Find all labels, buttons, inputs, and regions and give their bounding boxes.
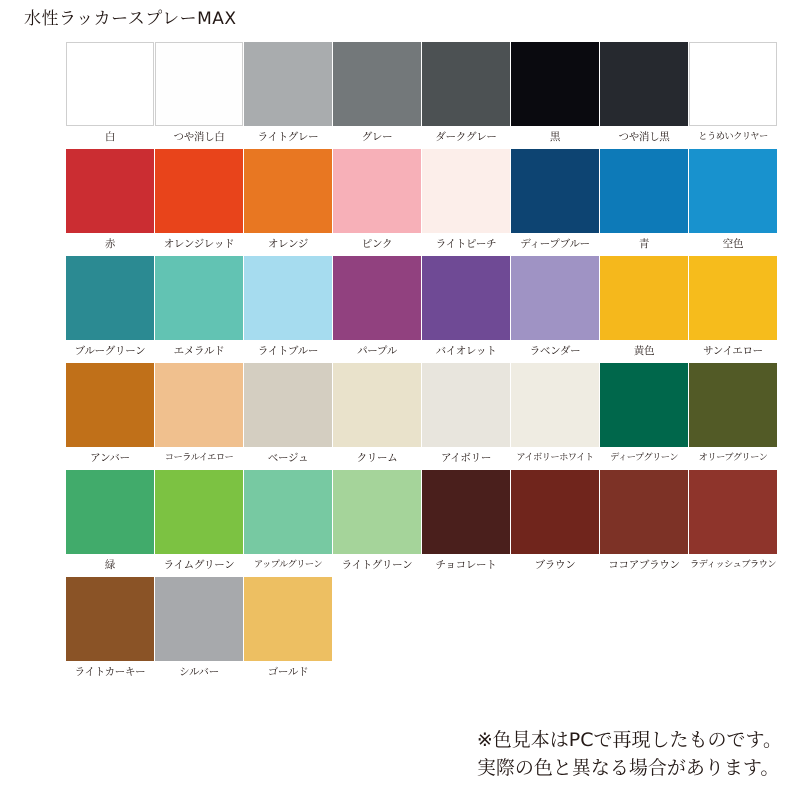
- color-swatch[interactable]: [422, 256, 510, 340]
- color-swatch[interactable]: [422, 470, 510, 554]
- color-swatch-label: ラベンダー: [529, 345, 581, 357]
- color-swatch-item[interactable]: [422, 256, 510, 357]
- color-swatch-label: 黄色: [633, 345, 655, 357]
- color-swatch-label: ゴールド: [267, 666, 309, 678]
- swatch-row: [66, 577, 778, 678]
- color-swatch-item[interactable]: [244, 363, 332, 464]
- color-swatch[interactable]: [66, 42, 154, 126]
- color-swatch-item[interactable]: [689, 149, 777, 250]
- color-swatch[interactable]: [600, 42, 688, 126]
- color-swatch-label: ブルーグリーン: [74, 345, 146, 357]
- color-swatch-item[interactable]: [333, 42, 421, 143]
- color-swatch[interactable]: [600, 149, 688, 233]
- color-swatch-label: アップルグリーン: [253, 559, 323, 570]
- color-swatch-item[interactable]: [422, 363, 510, 464]
- color-swatch[interactable]: [689, 363, 777, 447]
- color-swatch[interactable]: [244, 42, 332, 126]
- color-swatch-item[interactable]: [511, 470, 599, 571]
- color-swatch-item[interactable]: [155, 256, 243, 357]
- disclaimer-note: [477, 726, 782, 782]
- swatch-row: [66, 149, 778, 250]
- color-swatch-item[interactable]: [155, 42, 243, 143]
- color-swatch[interactable]: [244, 256, 332, 340]
- color-swatch-item[interactable]: [333, 256, 421, 357]
- color-swatch-label: ライトブルー: [257, 345, 319, 357]
- color-swatch-item[interactable]: [155, 577, 243, 678]
- color-swatch-label: コーラルイエロー: [164, 452, 234, 463]
- color-swatch-item[interactable]: [155, 363, 243, 464]
- color-swatch-label: シルバー: [179, 666, 219, 678]
- color-swatch[interactable]: [600, 470, 688, 554]
- color-swatch[interactable]: [244, 470, 332, 554]
- color-swatch-label: とうめいクリヤー: [698, 131, 768, 142]
- color-swatch-label: アンバー: [90, 452, 130, 464]
- color-swatch-item[interactable]: [66, 256, 154, 357]
- color-swatch-grid: [66, 42, 778, 684]
- color-swatch[interactable]: [333, 256, 421, 340]
- color-swatch-label: ピンク: [361, 238, 393, 250]
- color-swatch[interactable]: [66, 256, 154, 340]
- color-swatch-item[interactable]: [244, 42, 332, 143]
- color-swatch[interactable]: [66, 470, 154, 554]
- color-swatch-item[interactable]: [333, 363, 421, 464]
- color-swatch-label: オレンジレッド: [163, 238, 235, 250]
- swatch-row: [66, 42, 778, 143]
- color-swatch-label: オレンジ: [267, 238, 309, 250]
- color-swatch-label: ディープブルー: [520, 238, 590, 250]
- color-swatch-item[interactable]: [600, 256, 688, 357]
- color-swatch[interactable]: [333, 149, 421, 233]
- color-swatch-item[interactable]: [422, 42, 510, 143]
- page-title: 水性ラッカースプレーMAX: [24, 9, 237, 29]
- color-swatch[interactable]: [422, 42, 510, 126]
- color-swatch-item[interactable]: [333, 149, 421, 250]
- color-swatch-item[interactable]: [511, 363, 599, 464]
- color-swatch-item[interactable]: [511, 149, 599, 250]
- color-swatch-item[interactable]: [689, 256, 777, 357]
- color-swatch-item[interactable]: [244, 149, 332, 250]
- color-swatch-label: アイボリーホワイト: [516, 452, 594, 463]
- color-swatch[interactable]: [600, 363, 688, 447]
- color-swatch-item[interactable]: [155, 149, 243, 250]
- color-swatch[interactable]: [66, 363, 154, 447]
- color-swatch-label: アイボリー: [440, 452, 492, 464]
- color-swatch[interactable]: [422, 363, 510, 447]
- color-swatch-item[interactable]: [66, 149, 154, 250]
- color-swatch[interactable]: [600, 256, 688, 340]
- color-swatch[interactable]: [155, 149, 243, 233]
- color-swatch-item[interactable]: [66, 363, 154, 464]
- color-swatch-label: ディープグリーン: [610, 452, 678, 463]
- color-swatch-label: つや消し黒: [618, 131, 670, 143]
- color-swatch-label: クリーム: [356, 452, 398, 464]
- color-swatch-item[interactable]: [155, 470, 243, 571]
- color-swatch[interactable]: [689, 256, 777, 340]
- color-swatch[interactable]: [155, 256, 243, 340]
- color-swatch-item[interactable]: [66, 470, 154, 571]
- swatch-row: [66, 470, 778, 571]
- color-swatch[interactable]: [511, 149, 599, 233]
- color-swatch-item[interactable]: [333, 470, 421, 571]
- color-swatch[interactable]: [689, 42, 777, 126]
- color-swatch-item[interactable]: [422, 149, 510, 250]
- color-swatch[interactable]: [422, 149, 510, 233]
- color-swatch[interactable]: [155, 42, 243, 126]
- color-swatch[interactable]: [333, 42, 421, 126]
- color-swatch-item[interactable]: [244, 256, 332, 357]
- color-swatch-label: ライトグレー: [257, 131, 319, 143]
- color-swatch-label: 白: [104, 131, 116, 143]
- color-swatch-label: ライムグリーン: [163, 559, 235, 571]
- color-swatch-label: ライトピーチ: [435, 238, 497, 250]
- color-swatch[interactable]: [511, 363, 599, 447]
- color-swatch[interactable]: [155, 577, 243, 661]
- color-swatch[interactable]: [511, 256, 599, 340]
- color-swatch-item[interactable]: [689, 363, 777, 464]
- color-swatch-label: ラディッシュブラウン: [689, 559, 777, 570]
- color-swatch-label: 緑: [104, 559, 116, 571]
- color-swatch-label: ダークグレー: [435, 131, 497, 143]
- color-swatch[interactable]: [244, 577, 332, 661]
- color-swatch[interactable]: [689, 149, 777, 233]
- color-swatch-label: オリーブグリーン: [698, 452, 768, 463]
- color-swatch[interactable]: [511, 470, 599, 554]
- color-swatch-item[interactable]: [689, 470, 777, 571]
- color-swatch[interactable]: [333, 470, 421, 554]
- color-swatch-item[interactable]: [511, 42, 599, 143]
- color-swatch-label: パープル: [357, 345, 397, 357]
- color-swatch[interactable]: [689, 470, 777, 554]
- color-swatch-label: バイオレット: [435, 345, 497, 357]
- swatch-row: [66, 256, 778, 357]
- color-swatch-label: 赤: [104, 238, 116, 250]
- disclaimer-line-1: ※色見本はPCで再現したものです。: [476, 729, 782, 751]
- color-swatch-label: ライトカーキー: [74, 666, 146, 678]
- color-swatch-label: グレー: [361, 131, 393, 143]
- color-swatch-item[interactable]: [66, 577, 154, 678]
- color-swatch[interactable]: [155, 470, 243, 554]
- color-swatch[interactable]: [333, 363, 421, 447]
- color-swatch-label: ライトグリーン: [341, 559, 413, 571]
- color-swatch-label: 黒: [549, 131, 561, 143]
- color-swatch[interactable]: [244, 149, 332, 233]
- color-swatch[interactable]: [66, 577, 154, 661]
- color-swatch[interactable]: [155, 363, 243, 447]
- color-swatch[interactable]: [244, 363, 332, 447]
- color-swatch-item[interactable]: [600, 42, 688, 143]
- swatch-row: [66, 363, 778, 464]
- color-swatch-item[interactable]: [600, 363, 688, 464]
- color-swatch-item[interactable]: [66, 42, 154, 143]
- color-swatch-item[interactable]: [600, 470, 688, 571]
- color-swatch[interactable]: [511, 42, 599, 126]
- color-swatch-item[interactable]: [422, 470, 510, 571]
- color-swatch-label: チョコレート: [435, 559, 497, 571]
- color-swatch-item[interactable]: [244, 577, 332, 678]
- color-swatch-label: エメラルド: [173, 345, 225, 357]
- color-swatch-item[interactable]: [511, 256, 599, 357]
- color-swatch-label: サンイエロー: [703, 345, 763, 357]
- color-swatch-label: ココアブラウン: [608, 559, 680, 571]
- color-swatch-item[interactable]: [244, 470, 332, 571]
- color-swatch-label: つや消し白: [173, 131, 225, 143]
- color-swatch-label: 青: [638, 238, 650, 250]
- color-swatch-label: ベージュ: [267, 452, 309, 464]
- color-swatch-item[interactable]: [600, 149, 688, 250]
- color-swatch-item[interactable]: [689, 42, 777, 143]
- color-swatch-label: 空色: [722, 238, 744, 250]
- disclaimer-line-2: 実際の色と異なる場合があります。: [476, 757, 780, 779]
- color-swatch[interactable]: [66, 149, 154, 233]
- color-swatch-label: ブラウン: [534, 559, 576, 571]
